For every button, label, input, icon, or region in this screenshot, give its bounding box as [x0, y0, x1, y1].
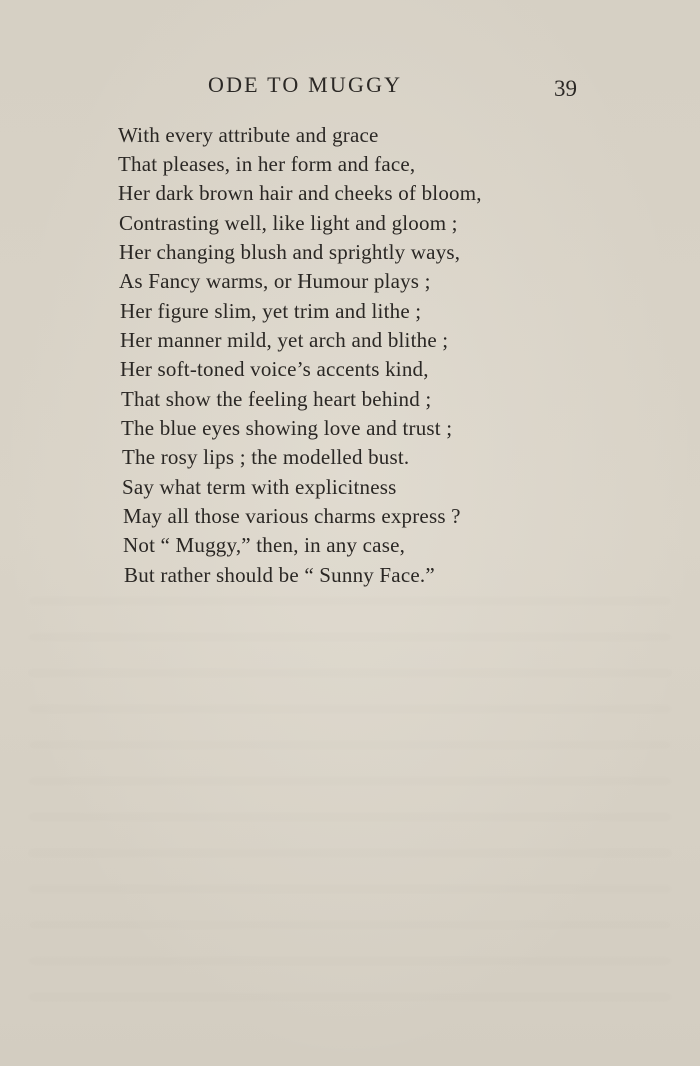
poem-line: That pleases, in her form and face, [118, 152, 416, 176]
show-through-texture [30, 600, 670, 1020]
running-head [0, 72, 700, 102]
poem-line: Her changing blush and sprightly ways, [119, 240, 461, 264]
poem-line: Her figure slim, yet trim and lithe ; [120, 299, 422, 323]
poem-line: The rosy lips ; the modelled bust. [122, 445, 410, 469]
page-number: 39 [554, 76, 577, 101]
poem-line: With every attribute and grace [118, 123, 379, 147]
poem-line: The blue eyes showing love and trust ; [121, 416, 453, 440]
poem-line: Not “ Muggy,” then, in any case, [123, 533, 406, 557]
poem-line: Her manner mild, yet arch and blithe ; [120, 328, 449, 352]
poem-line: Her soft-toned voice’s accents kind, [120, 357, 429, 381]
poem-line: Say what term with explicitness [122, 475, 397, 499]
poem-line: May all those various charms express ? [123, 504, 461, 528]
poem-line: That show the feeling heart behind ; [121, 387, 432, 411]
running-title: ODE TO MUGGY [208, 72, 403, 97]
poem-line: But rather should be “ Sunny Face.” [124, 563, 435, 587]
poem-line: Contrasting well, like light and gloom ; [119, 211, 458, 235]
poem-line: As Fancy warms, or Humour plays ; [119, 269, 431, 293]
poem-line: Her dark brown hair and cheeks of bloom, [118, 181, 482, 205]
